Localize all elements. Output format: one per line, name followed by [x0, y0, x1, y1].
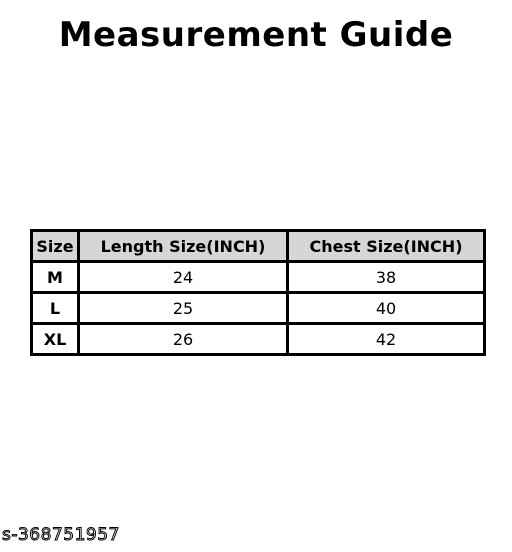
length-cell: 25	[79, 293, 288, 324]
table-row	[32, 262, 485, 293]
watermark-id: s-368751957	[2, 525, 120, 545]
table-header-row	[32, 231, 485, 262]
size-cell: L	[32, 293, 79, 324]
measurement-table	[30, 229, 486, 356]
header-length: Length Size(INCH)	[79, 231, 288, 262]
chest-cell: 38	[288, 262, 485, 293]
chest-cell: 42	[288, 324, 485, 355]
table-row	[32, 293, 485, 324]
size-cell: XL	[32, 324, 79, 355]
length-cell: 24	[79, 262, 288, 293]
chest-cell: 40	[288, 293, 485, 324]
length-cell: 26	[79, 324, 288, 355]
header-size: Size	[32, 231, 79, 262]
table-row	[32, 324, 485, 355]
size-cell: M	[32, 262, 79, 293]
header-chest: Chest Size(INCH)	[288, 231, 485, 262]
page-title: Measurement Guide	[58, 15, 454, 55]
